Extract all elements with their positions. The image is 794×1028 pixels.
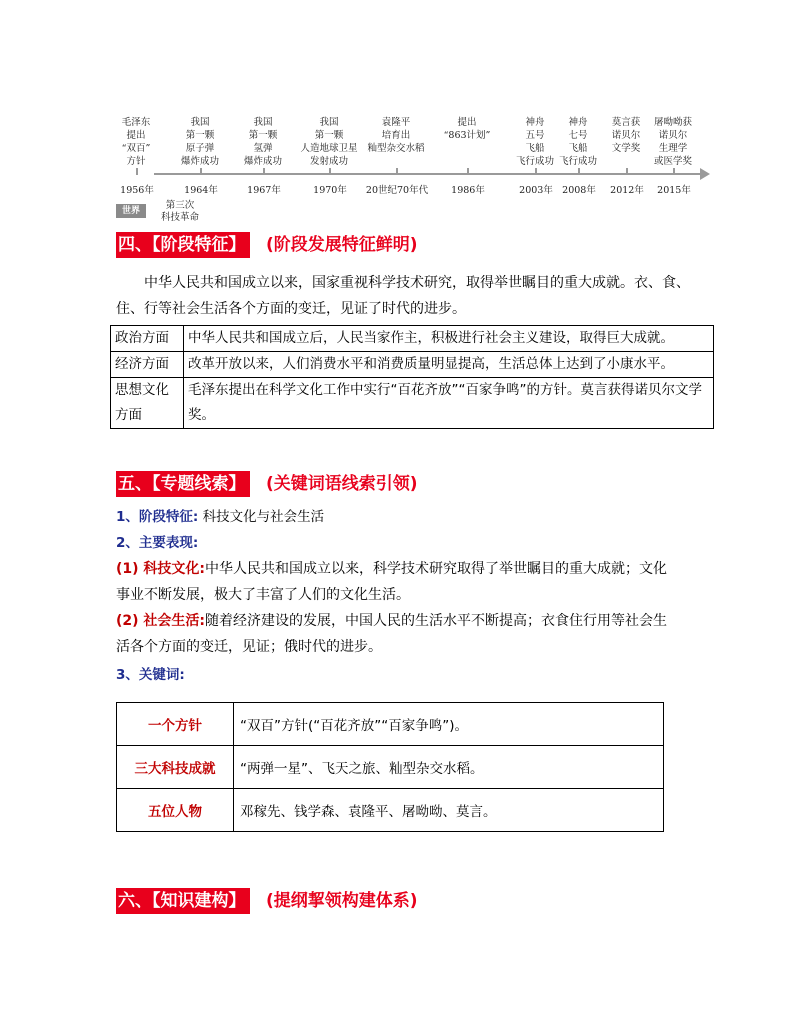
timeline-event: 我国 第一颗 氢弹 爆炸成功 xyxy=(243,117,282,167)
table-row xyxy=(111,352,714,378)
clue-2b-text: 随着经济建设的发展，中国人民的生活水平不断提高；衣食住行用等社会生活各个方面的变迁，见证；俄时代的进步。 xyxy=(116,613,668,655)
section-6-label: 六、【知识建构】 xyxy=(116,888,250,914)
timeline-tick xyxy=(578,168,580,175)
section-5-label: 五、【专题线索】 xyxy=(116,471,250,497)
timeline-event: 提出 “863计划” xyxy=(443,117,491,141)
timeline-year: 2003年 xyxy=(519,185,553,196)
timeline-year: 2015年 xyxy=(657,185,691,196)
timeline-year: 2012年 xyxy=(610,185,644,196)
timeline-event: 我国 第一颗 原子弹 爆炸成功 xyxy=(180,117,219,167)
table-row xyxy=(117,789,664,832)
table-row xyxy=(111,326,714,352)
clue-1-label: 1、阶段特征: xyxy=(116,509,199,525)
section-4-label: 四、【阶段特征】 xyxy=(116,232,250,258)
keyword-value: “两弹一星”、飞天之旅、籼型杂交水稻。 xyxy=(234,746,664,789)
world-tag: 世界 xyxy=(116,204,146,218)
section-4-subtitle: (阶段发展特征鲜明) xyxy=(266,235,418,255)
timeline-year: 1967年 xyxy=(247,185,281,196)
timeline-tick xyxy=(200,168,202,175)
timeline-event: 袁隆平 培育出 籼型杂交水稻 xyxy=(367,117,425,154)
timeline-tick xyxy=(396,168,398,175)
table-head: 思想文化方面 xyxy=(111,378,184,429)
section-6-heading xyxy=(116,888,716,914)
keywords-table xyxy=(116,702,664,832)
section-4-heading xyxy=(116,232,716,258)
table-head: 政治方面 xyxy=(111,326,184,352)
clue-1-text: 科技文化与社会生活 xyxy=(202,509,325,525)
timeline-tick xyxy=(626,168,628,175)
keyword-key: 五位人物 xyxy=(117,789,234,832)
keyword-value: “双百”方针(“百花齐放”“百家争鸣”)。 xyxy=(234,703,664,746)
keyword-key: 一个方针 xyxy=(117,703,234,746)
clue-3-label: 3、关键词: xyxy=(116,667,185,683)
clue-2a-text: 中华人民共和国成立以来，科学技术研究取得了举世瞩目的重大成就；文化事业不断发展，极大了丰富了人们的文化生活。 xyxy=(116,561,668,603)
timeline-tick xyxy=(329,168,331,175)
timeline xyxy=(116,116,716,226)
table-cell: 中华人民共和国成立后，人民当家作主，积极进行社会主义建设，取得巨大成就。 xyxy=(184,326,714,352)
timeline-year: 20世纪70年代 xyxy=(365,185,429,196)
table-row xyxy=(117,746,664,789)
keyword-value: 邓稼先、钱学森、袁隆平、屠呦呦、莫言。 xyxy=(234,789,664,832)
timeline-event: 毛泽东 提出 “双百” 方针 xyxy=(121,117,151,167)
timeline-arrow-icon xyxy=(700,168,710,180)
timeline-tick xyxy=(467,168,469,175)
table-cell: 毛泽东提出在科学文化工作中实行“百花齐放”“百家争鸣”的方针。莫言获得诺贝尔文学奖。 xyxy=(184,378,714,429)
table-head: 经济方面 xyxy=(111,352,184,378)
table-row xyxy=(111,378,714,429)
timeline-event: 神舟 七号 飞船 飞行成功 xyxy=(558,117,597,167)
timeline-tick xyxy=(263,168,265,175)
timeline-year: 2008年 xyxy=(562,185,596,196)
clue-2a xyxy=(116,556,676,608)
section-6-subtitle: (提纲挈领构建体系) xyxy=(266,891,418,911)
timeline-event: 神舟 五号 飞船 飞行成功 xyxy=(515,117,554,167)
section-5-heading xyxy=(116,471,716,497)
clue-1 xyxy=(116,504,324,530)
timeline-event: 莫言获 诺贝尔 文学奖 xyxy=(611,117,641,154)
table-row xyxy=(117,703,664,746)
timeline-tick xyxy=(673,168,675,175)
clue-2a-label: (1) 科技文化: xyxy=(116,561,206,577)
timeline-year: 1986年 xyxy=(451,185,485,196)
clue-2b xyxy=(116,608,676,660)
timeline-year: 1964年 xyxy=(184,185,218,196)
clue-3 xyxy=(116,662,185,688)
timeline-tick xyxy=(535,168,537,175)
table-cell: 改革开放以来，人们消费水平和消费质量明显提高，生活总体上达到了小康水平。 xyxy=(184,352,714,378)
clue-2-label: 2、主要表现: xyxy=(116,535,199,551)
features-table xyxy=(110,325,714,429)
timeline-event: 屠呦呦获 诺贝尔 生理学 或医学奖 xyxy=(653,117,692,167)
clue-2b-label: (2) 社会生活: xyxy=(116,613,206,629)
keyword-key: 三大科技成就 xyxy=(117,746,234,789)
timeline-year: 1956年 xyxy=(120,185,154,196)
timeline-axis xyxy=(154,173,702,175)
timeline-tick xyxy=(136,168,138,175)
world-text: 第三次 科技革命 xyxy=(160,200,199,223)
timeline-year: 1970年 xyxy=(313,185,347,196)
clue-2 xyxy=(116,530,198,556)
section-5-subtitle: (关键词语线索引领) xyxy=(266,474,418,494)
section-4-paragraph: 中华人民共和国成立以来，国家重视科学技术研究，取得举世瞩目的重大成就。衣、食、住、行等社会生活各个方面的变迁，见证了时代的进步。 xyxy=(116,275,690,317)
timeline-event: 我国 第一颗 人造地球卫星 发射成功 xyxy=(300,117,358,167)
